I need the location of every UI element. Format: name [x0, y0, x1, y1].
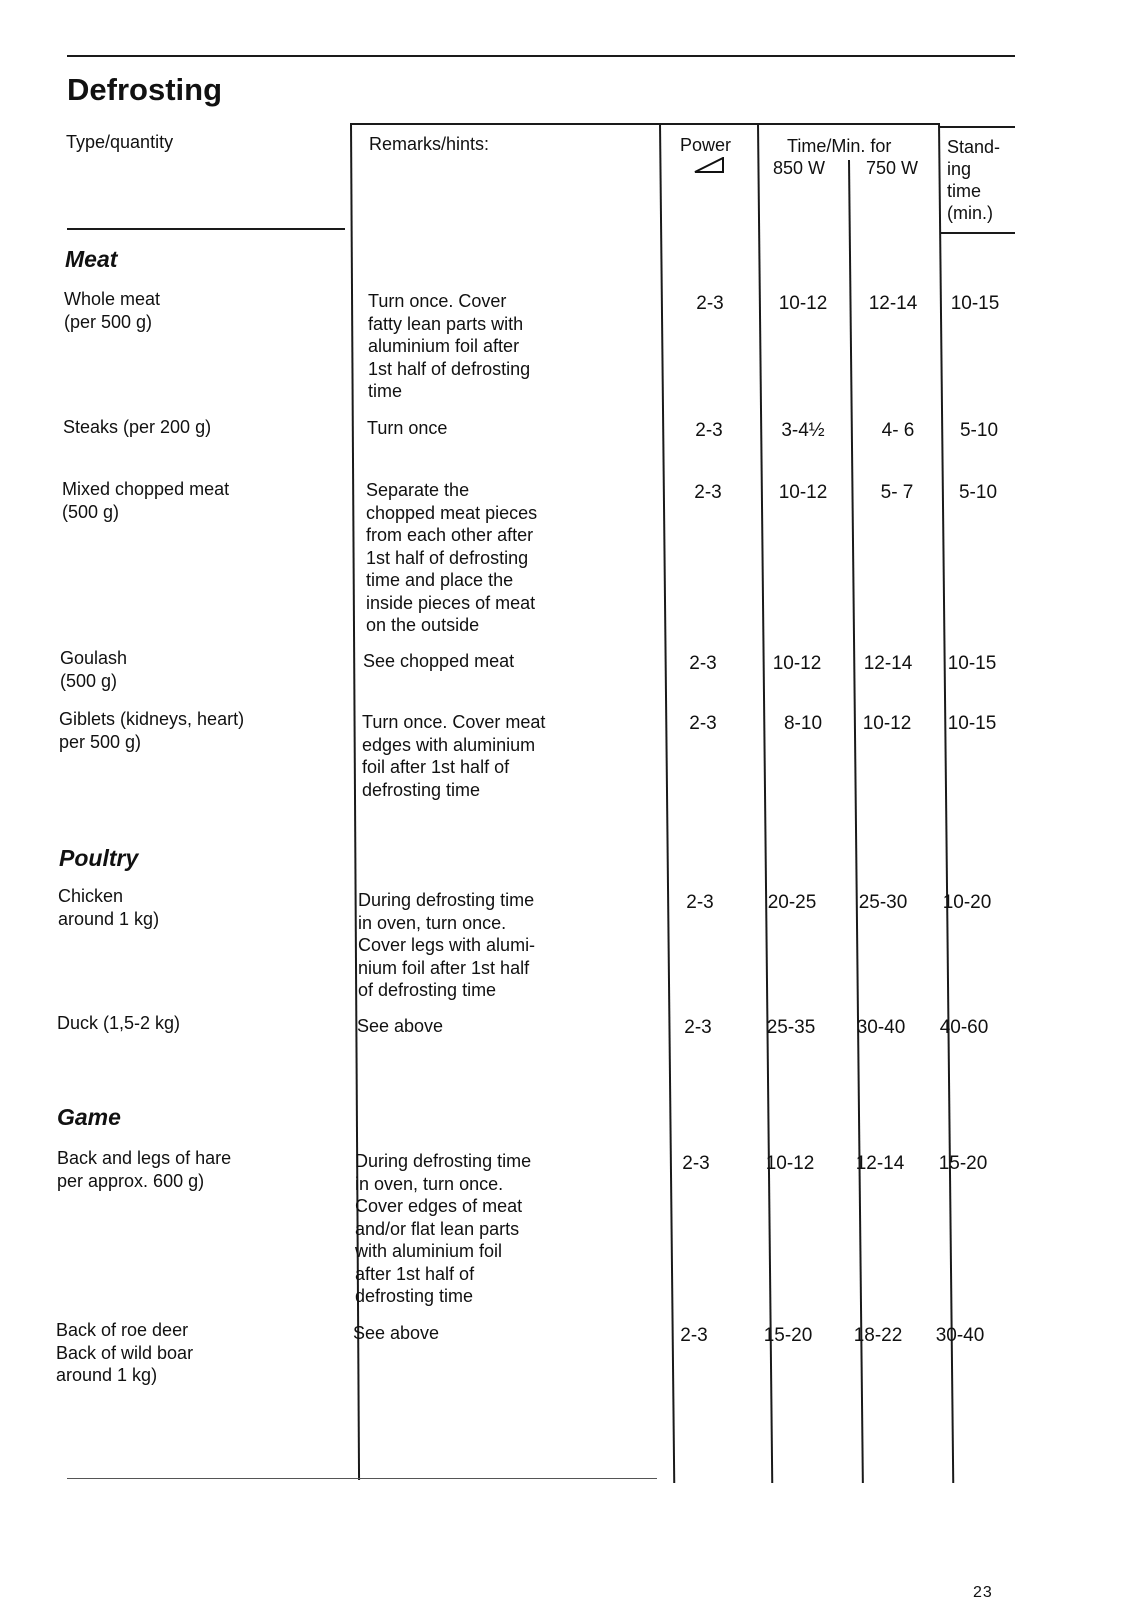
power-level-icon	[694, 157, 724, 173]
row-time-750: 30-40	[856, 1017, 906, 1038]
row-power: 2-3	[695, 420, 723, 441]
header-750w: 750 W	[866, 158, 919, 178]
col-divider-5	[938, 123, 954, 1483]
row-time-850: 3-4½	[781, 420, 825, 441]
row-type: Giblets (kidneys, heart) per 500 g)	[59, 709, 245, 752]
row-remarks: Turn once	[367, 418, 448, 438]
row-standing: 5-10	[958, 482, 998, 503]
row-standing: 10-20	[942, 892, 992, 913]
row-standing: 10-15	[947, 653, 997, 674]
row-type: Mixed chopped meat (500 g)	[62, 479, 230, 522]
section-meat: Meat	[65, 246, 118, 272]
header-time: Time/Min. for	[787, 136, 892, 156]
header-rule-top-mid	[352, 123, 940, 125]
row-remarks: During defrosting time in oven, turn once. Cover edges of meat and/or flat lean parts with aluminium foil after 1st half of defrosting time	[355, 1151, 532, 1306]
row-time-850: 25-35	[766, 1017, 816, 1038]
row-power: 2-3	[696, 293, 724, 314]
row-power: 2-3	[682, 1153, 710, 1174]
row-standing: 5-10	[959, 420, 999, 441]
section-poultry: Poultry	[59, 845, 139, 871]
col-divider-2	[659, 123, 675, 1483]
row-remarks: Separate the chopped meat pieces from each other after 1st half of defrosting time and place the inside pieces of meat on the outside	[366, 480, 538, 635]
row-power: 2-3	[689, 653, 717, 674]
row-time-850: 10-12	[765, 1153, 815, 1174]
row-remarks: See above	[353, 1323, 440, 1343]
row-time-750: 10-12	[862, 713, 912, 734]
header-rule-right	[940, 126, 1015, 128]
header-850w: 850 W	[773, 158, 826, 178]
page-title: Defrosting	[67, 72, 222, 107]
header-rule-bottom-right	[940, 232, 1015, 234]
row-standing: 10-15	[947, 713, 997, 734]
row-remarks: Turn once. Cover fatty lean parts with aluminium foil after 1st half of defrosting time	[368, 291, 531, 401]
header-rule-left	[67, 228, 345, 230]
row-time-750: 4- 6	[881, 420, 915, 441]
row-power: 2-3	[694, 482, 722, 503]
row-standing: 40-60	[939, 1017, 989, 1038]
row-power: 2-3	[680, 1325, 708, 1346]
row-standing: 10-15	[950, 293, 1000, 314]
col-divider-4	[848, 160, 864, 1483]
row-time-750: 12-14	[855, 1153, 905, 1174]
row-time-750: 25-30	[858, 892, 908, 913]
row-remarks: See chopped meat	[363, 651, 515, 671]
row-standing: 15-20	[938, 1153, 988, 1174]
row-time-850: 20-25	[767, 892, 817, 913]
row-time-750: 5- 7	[880, 482, 914, 503]
row-type: Whole meat (per 500 g)	[64, 289, 161, 332]
row-type: Duck (1,5-2 kg)	[57, 1013, 181, 1033]
row-time-850: 10-12	[778, 293, 828, 314]
row-power: 2-3	[684, 1017, 712, 1038]
row-remarks: Turn once. Cover meat edges with aluminium foil after 1st half of defrosting time	[362, 712, 546, 800]
row-remarks: See above	[357, 1016, 444, 1036]
row-type: Goulash (500 g)	[60, 648, 128, 691]
row-time-850: 15-20	[763, 1325, 813, 1346]
row-power: 2-3	[686, 892, 714, 913]
row-time-850: 10-12	[772, 653, 822, 674]
top-rule	[67, 55, 1015, 57]
row-type: Steaks (per 200 g)	[63, 417, 212, 437]
col-divider-3	[757, 123, 773, 1483]
row-power: 2-3	[689, 713, 717, 734]
bottom-rule	[67, 1478, 657, 1479]
page-number: 23	[973, 1584, 993, 1601]
row-type: Back and legs of hare per approx. 600 g)	[57, 1148, 232, 1191]
header-power: Power	[680, 135, 732, 155]
row-time-750: 12-14	[863, 653, 913, 674]
header-type-quantity: Type/quantity	[66, 132, 174, 152]
row-type: Back of roe deer Back of wild boar around 1 kg)	[56, 1320, 194, 1385]
section-game: Game	[57, 1104, 121, 1130]
header-remarks: Remarks/hints:	[369, 134, 490, 154]
row-standing: 30-40	[935, 1325, 985, 1346]
header-standing-time: Stand- ing time (min.)	[947, 137, 1001, 223]
row-type: Chicken around 1 kg)	[58, 886, 160, 929]
row-time-750: 12-14	[868, 293, 918, 314]
row-time-850: 8-10	[783, 713, 823, 734]
row-time-750: 18-22	[853, 1325, 903, 1346]
row-remarks: During defrosting time in oven, turn once. Cover legs with alumi- nium foil after 1st half of defrosting time	[358, 890, 536, 1000]
row-time-850: 10-12	[778, 482, 828, 503]
